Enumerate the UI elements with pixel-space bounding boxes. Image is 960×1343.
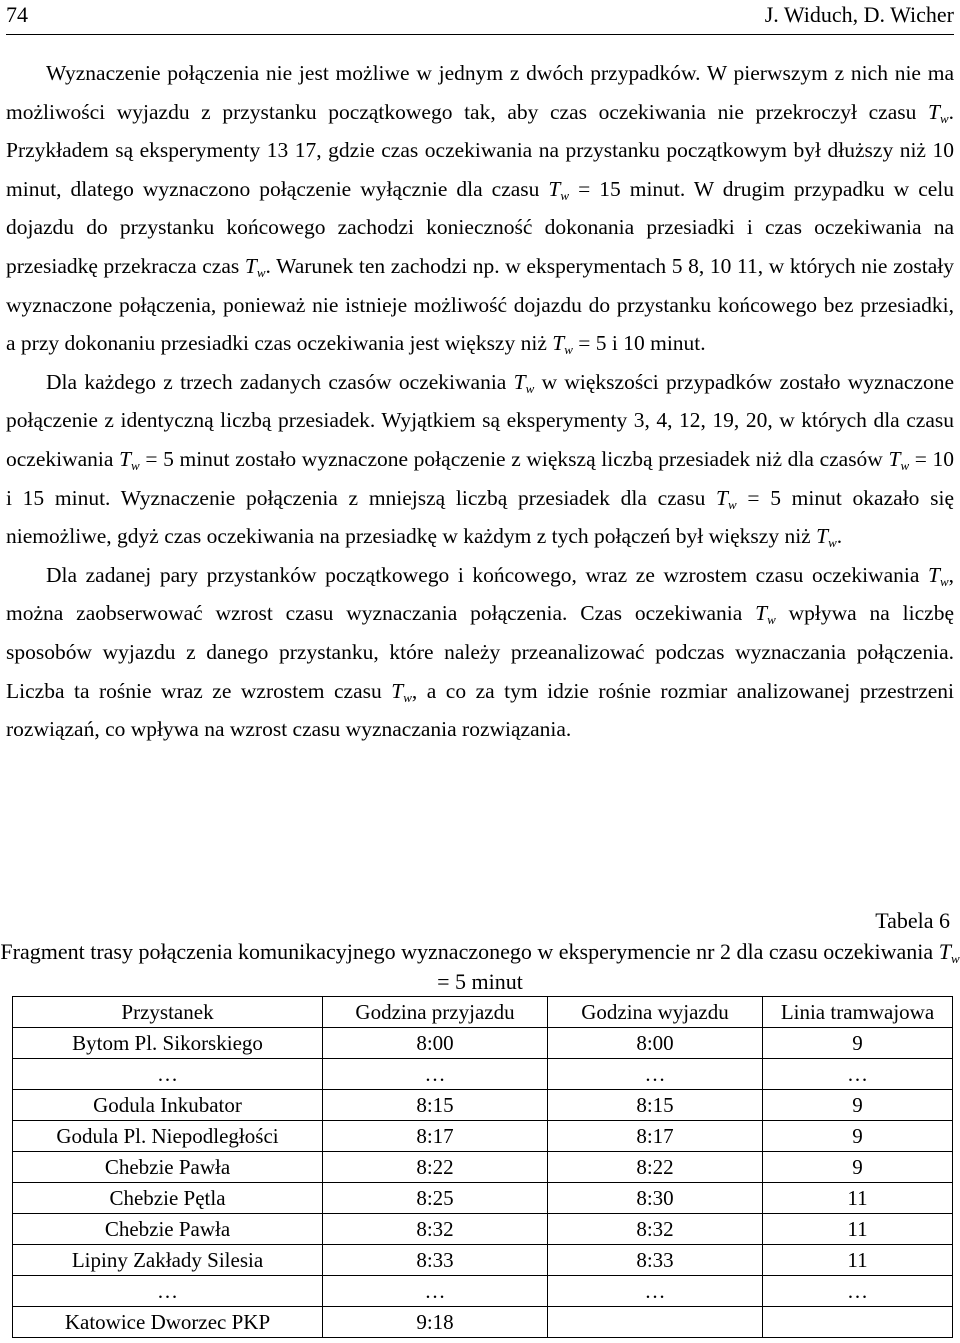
cell-stop: … [13, 1276, 323, 1307]
column-header-departure: Godzina wyjazdu [548, 997, 763, 1028]
table-row [13, 1245, 953, 1276]
paragraph-3: Dla zadanej pary przystanków początkowego i końcowego, wraz ze wzrostem czasu oczekiwania $T_w$, można zaobserwować wzrost czasu wyznaczania połączenia. Czas oczekiwania $T_w$ wpływa na liczbę sposobów wyjazdu z danego przystanku, które należy przeanalizować podczas wyznaczania połączenia. Liczba ta rośnie wraz ze wzrostem czasu $T_w$, a co za tym idzie rośnie rozmiar analizowanej przestrzeni rozwiązań, co wpływa na wzrost czasu wyznaczania rozwiązania. [6, 562, 954, 742]
cell-stop: Bytom Pl. Sikorskiego [13, 1028, 323, 1059]
table-row [13, 1276, 953, 1307]
cell-departure: 8:33 [548, 1245, 763, 1276]
column-header-tram-line: Linia tramwajowa [763, 997, 953, 1028]
cell-arrival: 8:17 [323, 1121, 548, 1152]
table-header-row [13, 997, 953, 1028]
cell-tram-line: 11 [763, 1214, 953, 1245]
column-header-arrival: Godzina przyjazdu [323, 997, 548, 1028]
cell-stop: Godula Pl. Niepodległości [13, 1121, 323, 1152]
table-row [13, 1059, 953, 1090]
page-header [6, 0, 954, 35]
page-number: 74 [6, 2, 28, 27]
cell-departure: 8:17 [548, 1121, 763, 1152]
cell-stop: Chebzie Pawła [13, 1152, 323, 1183]
cell-arrival: 8:33 [323, 1245, 548, 1276]
cell-arrival: 8:32 [323, 1214, 548, 1245]
cell-departure: … [548, 1276, 763, 1307]
cell-stop: Katowice Dworzec PKP [13, 1307, 323, 1338]
cell-tram-line: … [763, 1059, 953, 1090]
cell-arrival: 8:25 [323, 1183, 548, 1214]
cell-stop: Chebzie Pętla [13, 1183, 323, 1214]
cell-tram-line: 11 [763, 1245, 953, 1276]
cell-stop: … [13, 1059, 323, 1090]
cell-tram-line: 9 [763, 1121, 953, 1152]
table-row [13, 1090, 953, 1121]
table-row [13, 1183, 953, 1214]
cell-stop: Godula Inkubator [13, 1090, 323, 1121]
cell-arrival: 8:22 [323, 1152, 548, 1183]
running-head-authors: J. Widuch, D. Wicher [764, 2, 954, 27]
cell-tram-line: … [763, 1276, 953, 1307]
table-row [13, 1028, 953, 1059]
column-header-stop: Przystanek [13, 997, 323, 1028]
cell-tram-line: 9 [763, 1152, 953, 1183]
table-label: Tabela 6 [875, 908, 950, 933]
body-text [6, 54, 954, 749]
table-row [13, 1307, 953, 1338]
cell-tram-line: 9 [763, 1090, 953, 1121]
cell-tram-line: 11 [763, 1183, 953, 1214]
route-table [12, 996, 953, 1338]
paragraph-1: Wyznaczenie połączenia nie jest możliwe w jednym z dwóch przypadków. W pierwszym z nich nie ma możliwości wyjazdu z przystanku początkowego tak, aby czas oczekiwania nie przekroczył czasu $T_w$. Przykładem są eksperymenty 13 17, gdzie czas oczekiwania na przystanku początkowym był dłuższy niż 10 minut, dlatego wyznaczono połączenie wyłącznie dla czasu $T_w = 15$ minut. W drugim przypadku w celu dojazdu do przystanku końcowego zachodzi konieczność dokonania przesiadki i czas oczekiwania na przesiadkę przekracza czas $T_w$. Warunek ten zachodzi np. w eksperymentach 5 8, 10 11, w których nie zostały wyznaczone połączenia, ponieważ nie istnieje możliwość dojazdu do przystanku końcowego bez przesiadki, a przy dokonaniu przesiadki czas oczekiwania jest większy niż $T_w = 5$ i 10 minut. [6, 61, 955, 358]
cell-departure: 8:32 [548, 1214, 763, 1245]
paragraph-2: Dla każdego z trzech zadanych czasów oczekiwania $T_w$ w większości przypadków zostało wyznaczone połączenie z identyczną liczbą przesiadek. Wyjątkiem są eksperymenty 3, 4, 12, 19, 20, w których dla czasu oczekiwania $T_w = 5$ minut zostało wyznaczone połączenie z większą liczbą przesiadek niż dla czasów $T_w = 10$ i 15 minut. Wyznaczenie połączenia z mniejszą liczbą przesiadek dla czasu $T_w = 5$ minut okazało się niemożliwe, gdyż czas oczekiwania na przesiadkę w każdym z tych połączeń był większy niż $T_w$. [6, 369, 954, 551]
cell-departure: 8:22 [548, 1152, 763, 1183]
cell-tram-line [763, 1307, 953, 1338]
table-row [13, 1214, 953, 1245]
cell-departure: 8:30 [548, 1183, 763, 1214]
cell-departure: 8:15 [548, 1090, 763, 1121]
cell-arrival: … [323, 1059, 548, 1090]
cell-arrival: 8:00 [323, 1028, 548, 1059]
cell-departure [548, 1307, 763, 1338]
cell-stop: Lipiny Zakłady Silesia [13, 1245, 323, 1276]
cell-tram-line: 9 [763, 1028, 953, 1059]
cell-arrival: 9:18 [323, 1307, 548, 1338]
cell-arrival: … [323, 1276, 548, 1307]
cell-stop: Chebzie Pawła [13, 1214, 323, 1245]
table-row [13, 1121, 953, 1152]
table-caption: Fragment trasy połączenia komunikacyjnego wyznaczonego w eksperymencie nr 2 dla czasu oczekiwania $T_w = 5$ minut [0, 939, 960, 994]
cell-departure: 8:00 [548, 1028, 763, 1059]
table-row [13, 1152, 953, 1183]
cell-arrival: 8:15 [323, 1090, 548, 1121]
cell-departure: … [548, 1059, 763, 1090]
